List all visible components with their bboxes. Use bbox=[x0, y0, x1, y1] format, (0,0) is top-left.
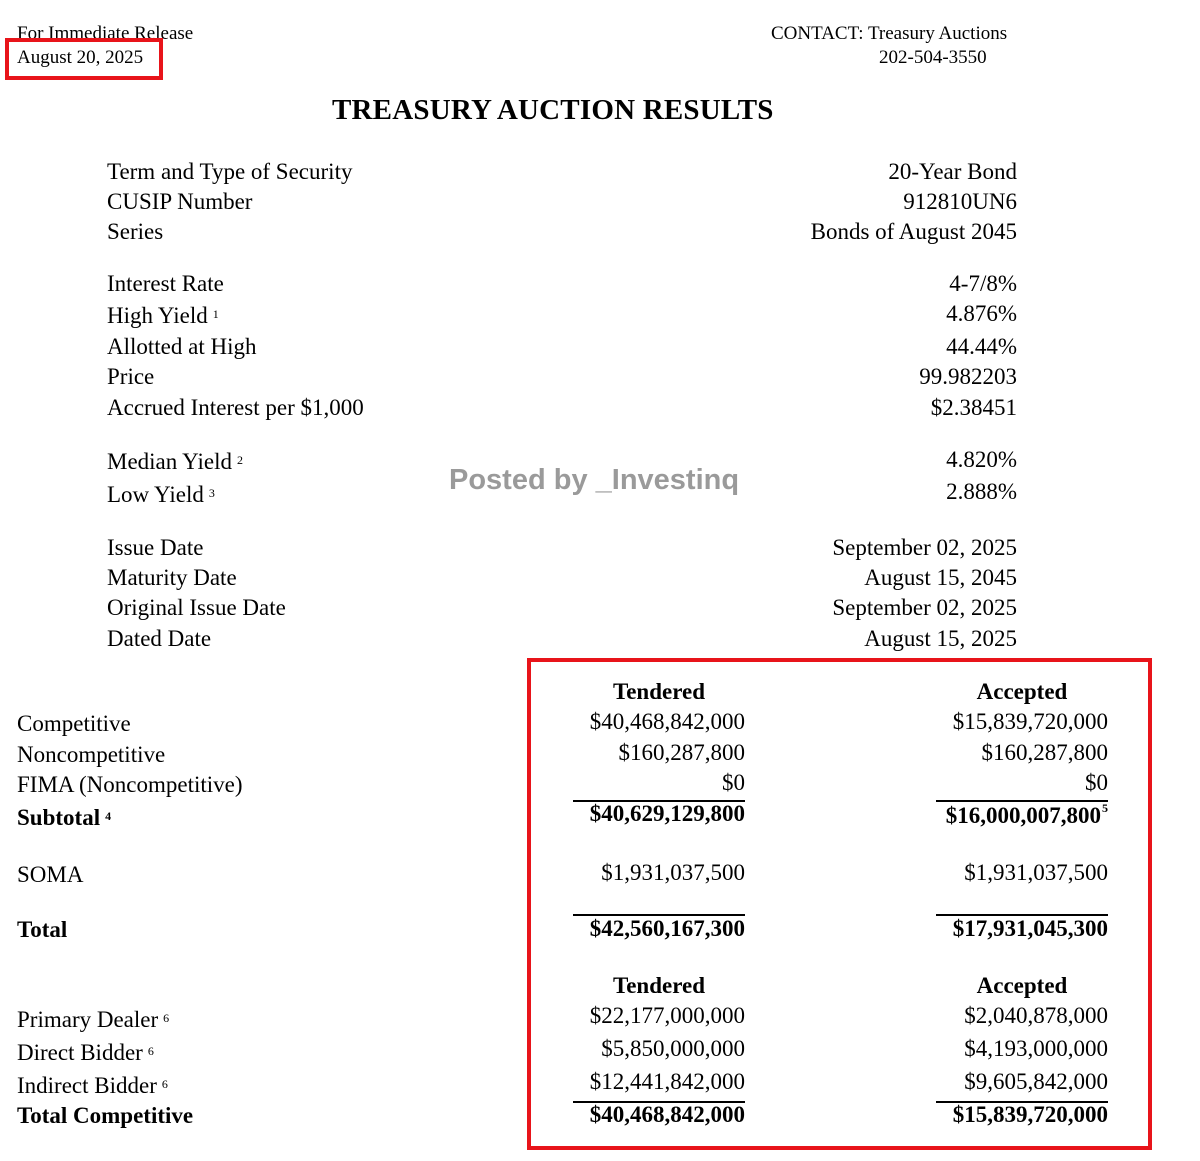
footnote-marker: 6 bbox=[163, 1011, 170, 1025]
low-yield-value: 2.888% bbox=[946, 479, 1017, 504]
footnote-marker: 6 bbox=[161, 1077, 168, 1091]
primary-dealer-accepted: $2,040,878,000 bbox=[964, 1003, 1108, 1028]
direct-bidder-tendered: $5,850,000,000 bbox=[601, 1036, 745, 1061]
subtotal-accepted: $16,000,007,800$^5$ bbox=[945, 801, 1108, 828]
footnote-marker: 2 bbox=[236, 453, 243, 467]
competitive-accepted: $15,839,720,000 bbox=[952, 709, 1108, 734]
fima-label: FIMA (Noncompetitive) bbox=[17, 772, 243, 797]
fima-accepted: $0 bbox=[1085, 770, 1108, 795]
term-label: Term and Type of Security bbox=[107, 159, 353, 184]
cusip-label: CUSIP Number bbox=[107, 189, 253, 214]
col-header-accepted: Accepted bbox=[976, 679, 1068, 704]
high-yield-value: 4.876% bbox=[946, 301, 1017, 326]
dated-date-value: August 15, 2025 bbox=[864, 626, 1017, 651]
noncompetitive-tendered: $160,287,800 bbox=[618, 740, 745, 765]
indirect-bidder-accepted: $9,605,842,000 bbox=[964, 1069, 1108, 1094]
col-header-tendered: Tendered bbox=[612, 679, 706, 704]
total-competitive-label: Total Competitive bbox=[17, 1103, 194, 1128]
total-accepted: $17,931,045,300 bbox=[952, 916, 1108, 941]
high-yield-label: High Yield $^1$ bbox=[107, 303, 219, 328]
dated-date-label: Dated Date bbox=[107, 626, 212, 651]
maturity-date-value: August 15, 2045 bbox=[864, 565, 1017, 590]
soma-label: SOMA bbox=[17, 862, 84, 887]
col-header-accepted-bidders: Accepted bbox=[976, 973, 1068, 998]
rate-value: 4-7/8% bbox=[949, 271, 1017, 296]
accrued-value: $2.38451 bbox=[930, 395, 1017, 420]
total-competitive-tendered: $40,468,842,000 bbox=[589, 1102, 745, 1127]
primary-dealer-tendered: $22,177,000,000 bbox=[589, 1003, 745, 1028]
subtotal-rule-accepted bbox=[936, 800, 1108, 802]
allotted-label: Allotted at High bbox=[107, 334, 257, 359]
competitive-tendered: $40,468,842,000 bbox=[589, 709, 745, 734]
direct-bidder-label: Direct Bidder $^6$ bbox=[17, 1040, 154, 1065]
contact-line bbox=[771, 22, 1007, 46]
indirect-bidder-tendered: $12,441,842,000 bbox=[589, 1069, 745, 1094]
indirect-bidder-label: Indirect Bidder $^6$ bbox=[17, 1073, 168, 1098]
col-header-tendered-bidders: Tendered bbox=[612, 973, 706, 998]
release-date: August 20, 2025 bbox=[17, 47, 144, 68]
primary-dealer-label: Primary Dealer $^6$ bbox=[17, 1007, 170, 1032]
total-tendered: $42,560,167,300 bbox=[589, 916, 745, 941]
total-label: Total bbox=[17, 917, 68, 942]
footnote-marker: 5 bbox=[1102, 801, 1108, 815]
page-title: TREASURY AUCTION RESULTS bbox=[332, 94, 774, 126]
original-issue-date-label: Original Issue Date bbox=[107, 595, 286, 620]
price-value: 99.982203 bbox=[919, 364, 1017, 389]
footnote-marker: 4 bbox=[105, 809, 112, 823]
watermark: Posted by _Investinq bbox=[449, 464, 740, 496]
date-highlight-box bbox=[5, 38, 163, 80]
noncompetitive-accepted: $160,287,800 bbox=[981, 740, 1108, 765]
original-issue-date-value: September 02, 2025 bbox=[832, 595, 1017, 620]
median-yield-value: 4.820% bbox=[946, 447, 1017, 472]
direct-bidder-accepted: $4,193,000,000 bbox=[964, 1036, 1108, 1061]
contact-label: CONTACT: bbox=[771, 23, 864, 44]
rate-label: Interest Rate bbox=[107, 271, 224, 296]
series-value: Bonds of August 2045 bbox=[810, 219, 1017, 244]
low-yield-label: Low Yield $^3$ bbox=[107, 482, 215, 507]
footnote-marker: 3 bbox=[208, 486, 215, 500]
soma-tendered: $1,931,037,500 bbox=[601, 860, 745, 885]
footnote-marker: 1 bbox=[212, 307, 219, 321]
issue-date-value: September 02, 2025 bbox=[832, 535, 1017, 560]
fima-tendered: $0 bbox=[722, 770, 745, 795]
cusip-value: 912810UN6 bbox=[903, 189, 1017, 214]
soma-accepted: $1,931,037,500 bbox=[964, 860, 1108, 885]
allotted-value: 44.44% bbox=[946, 334, 1017, 359]
price-label: Price bbox=[107, 364, 155, 389]
median-yield-label: Median Yield $^2$ bbox=[107, 449, 243, 474]
term-value: 20-Year Bond bbox=[888, 159, 1017, 184]
release-label: For Immediate Release bbox=[17, 23, 194, 44]
noncompetitive-label: Noncompetitive bbox=[17, 742, 166, 767]
series-label: Series bbox=[107, 219, 164, 244]
subtotal-tendered: $40,629,129,800 bbox=[589, 801, 745, 826]
maturity-date-label: Maturity Date bbox=[107, 565, 237, 590]
contact-phone: 202-504-3550 bbox=[879, 47, 987, 68]
accrued-label: Accrued Interest per $1,000 bbox=[107, 395, 364, 420]
competitive-label: Competitive bbox=[17, 711, 131, 736]
issue-date-label: Issue Date bbox=[107, 535, 204, 560]
subtotal-label: Subtotal $^4$ bbox=[17, 805, 112, 830]
footnote-marker: 6 bbox=[147, 1044, 154, 1058]
total-competitive-accepted: $15,839,720,000 bbox=[952, 1102, 1108, 1127]
contact-name: Treasury Auctions bbox=[867, 23, 1008, 44]
